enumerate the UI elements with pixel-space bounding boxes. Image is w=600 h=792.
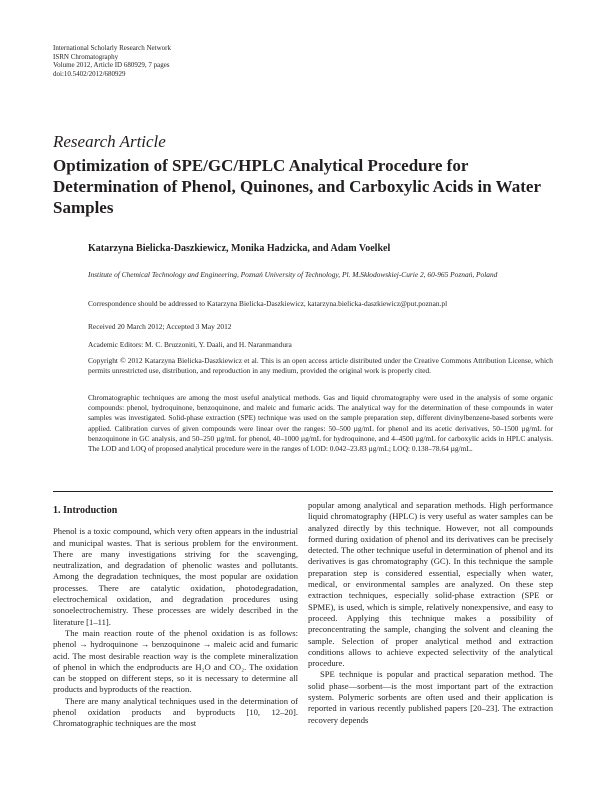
journal-volume: Volume 2012, Article ID 680929, 7 pages xyxy=(53,61,170,70)
article-type: Research Article xyxy=(53,132,166,151)
section-heading: 1. Introduction xyxy=(53,505,118,516)
paragraph: The main reaction route of the phenol oxidation is as follows: phenol → hydroquinone → benzoquinone → maleic acid and fumaric acid. The most desirable reaction way is the complete mineralization of phenol in which the endproducts are H₂O and CO₂. The oxidation can be stopped on different steps, so it is necessary to determine all products and byproducts of the reaction. xyxy=(53,627,298,695)
correspondence: Correspondence should be addressed to Katarzyna Bielicka-Daszkiewicz, katarzyna.bielicka-daszkiewicz@put.poznan.pl xyxy=(88,299,448,308)
section-divider xyxy=(53,491,553,492)
paragraph: SPE technique is popular and practical separation method. The solid phase—sorbent—is the most important part of the extraction system. Polymeric sorbents are often used and their application is reported in various recently published papers [20–23]. The extraction recovery depends xyxy=(308,669,553,725)
paragraph: popular among analytical and separation methods. High performance liquid chromatography (HPLC) is very useful as water samples can be analyzed directly by this technique. However, not all compounds formed during oxidation of phenol and its derivatives can be precisely detected. The other technique useful in determination of phenol and its derivatives is gas chromatography (GC). In this technique the sample preparation step is considered essential, especially when water, medical, or environmental samples are analyzed. On these step extraction techniques, especially solid-phase extraction (SPE or SPME), is used, which is simple, relatively nonexpensive, and easy to proceed. Applying this technique makes a possibility of preconcentrating the sample, changing the solvent and cleaning the sample. Selection of proper analytical method and extraction conditions allows to achieve expected selectivity of the analytical procedure. xyxy=(308,500,553,669)
journal-name: International Scholarly Research Network xyxy=(53,44,171,52)
right-column xyxy=(308,500,553,726)
journal-doi: doi:10.5402/2012/680929 xyxy=(53,69,126,78)
received-dates: Received 20 March 2012; Accepted 3 May 2012 xyxy=(88,322,232,331)
journal-meta xyxy=(53,44,171,78)
paper-title: Optimization of SPE/GC/HPLC Analytical Procedure for Determination of Phenol, Quinones, and Carboxylic Acids in Water Samples xyxy=(53,156,541,217)
journal-subtitle: ISRN Chromatography xyxy=(53,52,119,61)
affiliation: Institute of Chemical Technology and Engineering, Poznań University of Technology, Pl. M.Skłodowskiej-Curie 2, 60-965 Poznań, Poland xyxy=(88,270,498,279)
paragraph: There are many analytical techniques used in the determination of phenol oxidation products and byproducts [10, 12–20]. Chromatographic techniques are the most xyxy=(53,695,298,729)
copyright-notice: Copyright © 2012 Katarzyna Bielicka-Daszkiewicz et al. This is an open access article distributed under the Creative Commons Attribution License, which permits unrestricted use, distribution, and reproduction in any medium, provided the original work is properly cited. xyxy=(88,356,553,376)
abstract: Chromatographic techniques are among the most useful analytical methods. Gas and liquid chromatography were used in the analysis of some organic compounds: phenol, hydroquinone, benzoquinone, and maleic and fumaric acids. The analytical way for the determination of these compounds in water samples was investigated. Solid-phase extraction (SPE) technique was used on the sample preparation step, different divinylbenzene-based sorbents were applied. Calibration curves of given compounds were linear over the ranges: 50–500 µg/mL for phenol and its acetic derivatives, 50–1500 µg/mL for benzoquinone in GC analysis, and 50–250 µg/mL for phenol, 40–1000 µg/mL for hydroquinone, and 4–4500 µg/mL for carboxylic acids in HPLC analysis. The LOD and LOQ of proposed analytical procedure were in the ranges of LOD: 0.042–23.83 µg/mL; LOQ: 0.138–78.64 µg/mL. xyxy=(88,393,553,454)
paragraph: Phenol is a toxic compound, which very often appears in the industrial and municipal wastes. That is serious problem for the environment. There are many investigations striving for the scavenging, neutralization, and degradation of phenolic wastes and pollutants. Among the degradation techniques, the most popular are oxidation processes. There are catalytic oxidation, photodegradation, electrochemical oxidation, and degradation procedures using sonoelectrochemistry. These processes are widely described in the literature [1–11]. xyxy=(53,526,298,627)
academic-editors: Academic Editors: M. C. Bruzzoniti, Y. Daali, and H. Naranmandura xyxy=(88,340,292,349)
left-column xyxy=(53,500,298,730)
authors: Katarzyna Bielicka-Daszkiewicz, Monika Hadzicka, and Adam Voelkel xyxy=(88,243,391,254)
